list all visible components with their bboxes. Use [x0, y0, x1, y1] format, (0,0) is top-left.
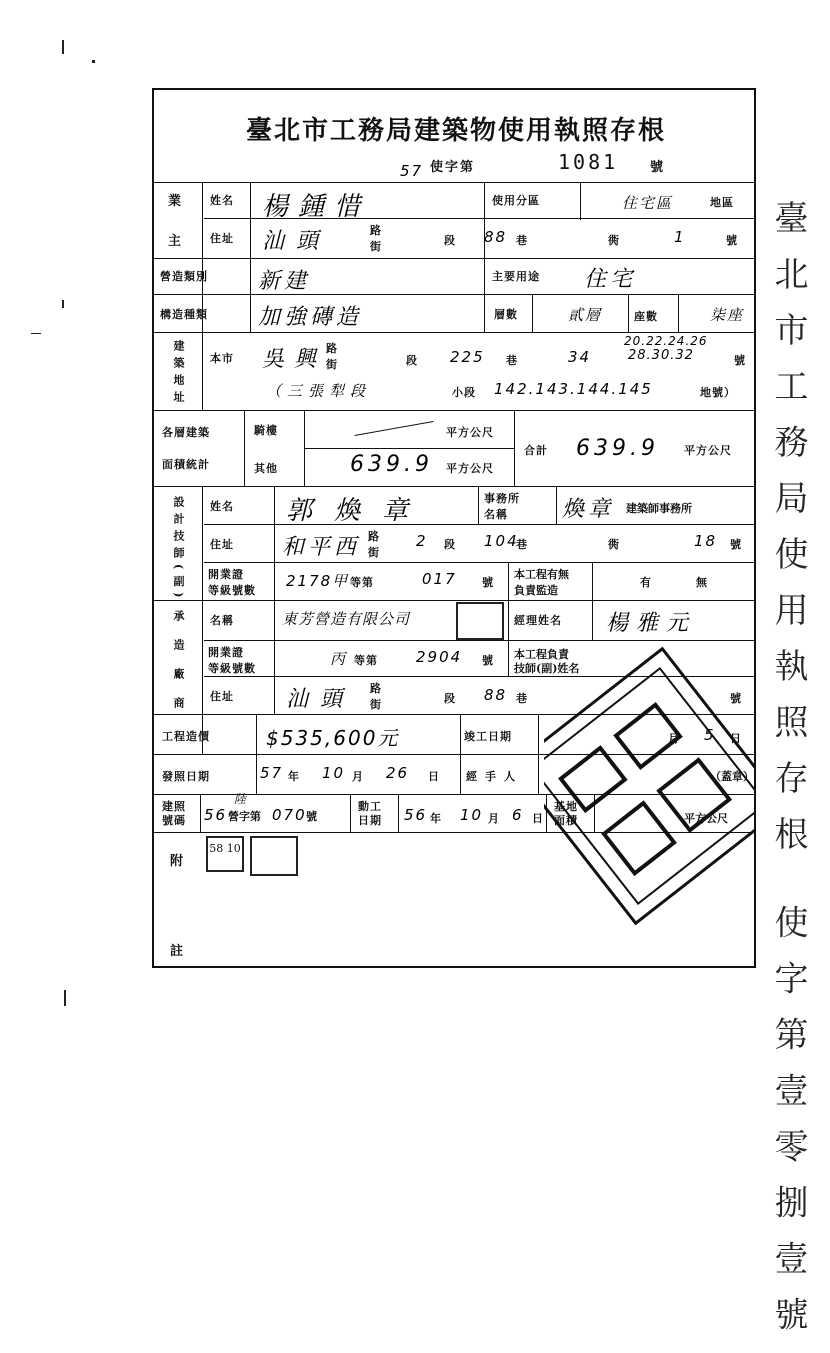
permit-ref-prefix: 營字第	[228, 810, 261, 823]
start-year: 56	[404, 806, 428, 824]
start-day: 6	[512, 806, 524, 824]
rule	[304, 410, 305, 486]
owner-address-label: 住址	[210, 232, 234, 245]
contractor-lane-label: 巷	[516, 692, 528, 705]
owner-address: 汕頭	[262, 229, 331, 254]
owner-label-1: 業	[168, 194, 184, 209]
supervise-label-2: 負責監造	[514, 584, 558, 597]
rule	[250, 182, 251, 258]
rule	[350, 794, 351, 832]
arcade-unit: 平方公尺	[446, 426, 494, 439]
notes-label-bottom: 註	[170, 944, 186, 959]
permit-form	[152, 88, 756, 968]
owner-name: 楊鍾惜	[262, 192, 371, 222]
large-seal-overlay	[544, 606, 754, 966]
permit-ref-label-2: 號碼	[162, 814, 186, 827]
designer-cert-number-label: 號	[482, 576, 494, 589]
start-day-label: 日	[532, 812, 544, 825]
designer-lane-label: 巷	[516, 538, 528, 551]
contractor-number-label: 號	[730, 692, 742, 705]
seal-glyphs	[561, 705, 729, 873]
issue-month-label: 月	[352, 770, 364, 783]
rule	[204, 562, 754, 563]
office-printed: 建築師事務所	[626, 502, 692, 515]
rule	[250, 258, 251, 332]
completion-day-label: 日	[730, 732, 742, 745]
site-numbers-top: 20.22.24.26	[624, 334, 708, 348]
zone-label: 使用分區	[492, 194, 540, 207]
date-stamp: 58 10	[206, 836, 244, 872]
base-label-1: 基地	[554, 800, 578, 813]
zone-suffix: 地區	[710, 196, 734, 209]
issue-day-label: 日	[428, 770, 440, 783]
margin-vertical-text: 臺北市工務局使用執照存根 使字第壹零捌壹號	[768, 200, 808, 1353]
supervise-no: 無	[696, 576, 708, 589]
rule	[508, 600, 509, 676]
handler-label: 經手人	[466, 770, 523, 783]
designer-lane: 104	[484, 532, 519, 550]
issue-year-label: 年	[288, 770, 300, 783]
structure-label: 構造種類	[160, 308, 208, 321]
rule	[304, 448, 514, 449]
designer-section: 2	[416, 532, 428, 550]
notes-label-top: 附	[170, 854, 186, 869]
office-value: 煥章	[562, 497, 615, 522]
rule	[538, 714, 539, 794]
supervise-yes: 有	[640, 576, 652, 589]
site-lots-label: 地號）	[700, 386, 736, 399]
office-label-1: 事務所	[484, 492, 520, 505]
contractor-address-label: 住址	[210, 690, 234, 703]
total-unit: 平方公尺	[684, 444, 732, 457]
rule	[514, 410, 515, 486]
designer-cert: 2178甲	[286, 572, 350, 590]
site-road: 吳興	[262, 347, 327, 372]
rule	[484, 182, 485, 332]
official-seal-stamp	[250, 836, 298, 876]
seal-inner-border	[544, 668, 754, 903]
office-label-2: 名稱	[484, 508, 508, 521]
site-road-label: 路街	[326, 342, 338, 371]
site-city-label: 本市	[210, 352, 234, 365]
rule	[592, 562, 593, 600]
margin-speck	[62, 40, 64, 54]
issue-month: 10	[322, 764, 346, 782]
company-seal-stamp	[456, 602, 504, 640]
start-label-1: 動工	[358, 800, 382, 813]
start-month-label: 月	[488, 812, 500, 825]
structure-value: 加強磚造	[258, 305, 363, 330]
zone-value: 住宅區	[622, 194, 674, 212]
permit-suffix: 號	[650, 160, 666, 175]
rule	[460, 714, 461, 794]
contractor-cert-number: 2904	[416, 648, 463, 666]
rule	[154, 600, 754, 601]
seal-label: （蓋章）	[710, 770, 754, 783]
rule	[154, 294, 754, 295]
rule	[556, 486, 557, 524]
owner-label-2: 主	[168, 234, 184, 249]
other-unit: 平方公尺	[446, 462, 494, 475]
contractor-name-label: 名稱	[210, 614, 234, 627]
issue-label: 發照日期	[162, 770, 210, 783]
site-lane-label: 巷	[506, 354, 518, 367]
rule	[478, 486, 479, 524]
contractor-road-label: 路街	[370, 682, 382, 711]
other-label: 其他	[254, 462, 278, 475]
designer-section-label: 段	[444, 538, 456, 551]
construction-type-label: 營造類別	[160, 270, 208, 283]
manager-name: 楊雅元	[606, 611, 697, 636]
owner-lane-label: 巷	[516, 234, 528, 247]
permit-prefix-handwritten: 57	[400, 162, 424, 180]
contractor-cert-grade-label: 等第	[354, 654, 378, 667]
cost-value: $535,600元	[266, 726, 400, 750]
contractor-cert-label-1: 開業證	[208, 646, 244, 659]
manager-label: 經理姓名	[514, 614, 562, 627]
designer-cert-grade-label: 等第	[350, 576, 374, 589]
floors-label: 層數	[494, 308, 518, 321]
start-month: 10	[460, 806, 484, 824]
site-section-label2: 段	[406, 354, 418, 367]
permit-ref-suffix: 號	[306, 810, 318, 823]
owner-street-label: 衖	[608, 234, 620, 247]
permit-ref-label-1: 建照	[162, 800, 186, 813]
contractor-name: 東芳營造有限公司	[282, 610, 411, 628]
base-label-2: 面積	[554, 814, 578, 827]
rule	[154, 258, 754, 259]
site-landsection: （三張犁段	[266, 382, 372, 400]
permit-ref-year: 56	[204, 806, 228, 824]
designer-street-label: 衖	[608, 538, 620, 551]
units-value: 柒座	[710, 306, 745, 324]
rule	[154, 182, 754, 183]
start-label-2: 日期	[358, 814, 382, 827]
permit-prefix-label: 使字第	[430, 160, 476, 175]
base-unit: 平方公尺	[684, 812, 728, 825]
permit-number: 1081	[558, 150, 619, 174]
construction-type: 新建	[258, 269, 311, 294]
total-value: 639.9	[576, 436, 659, 461]
site-subsection-label: 小段	[452, 386, 476, 399]
margin-speck	[31, 333, 41, 334]
seal-border	[544, 649, 754, 924]
owner-name-label: 姓名	[210, 194, 234, 207]
designer-number: 18	[694, 532, 718, 550]
floors-value: 貳層	[568, 306, 603, 324]
site-numbers: 28.30.32	[628, 348, 694, 363]
purpose-label: 主要用途	[492, 270, 540, 283]
margin-speck	[62, 300, 64, 308]
units-label: 座數	[634, 310, 658, 323]
margin-speck	[64, 990, 66, 1006]
site-lots: 142.143.144.145	[494, 380, 653, 398]
owner-section-label: 段	[444, 234, 456, 247]
site-section-label: 建築地址	[172, 340, 185, 408]
completion-day: 5	[704, 726, 716, 744]
contractor-cert-label-2: 等級號數	[208, 662, 256, 675]
owner-road-label: 路街	[370, 224, 382, 253]
contractor-address: 汕頭	[286, 687, 355, 712]
cost-label: 工程造價	[162, 730, 210, 743]
contractor-lane: 88	[484, 686, 508, 704]
tech-label-2: 技師(副)姓名	[514, 662, 580, 675]
page-title: 臺北市工務局建築物使用執照存根	[245, 116, 666, 146]
rule	[274, 486, 275, 714]
area-label-2: 面積統計	[162, 458, 210, 471]
contractor-section-label: 承造廠商	[172, 610, 185, 726]
designer-road-label: 路街	[368, 530, 380, 559]
rule	[200, 794, 201, 832]
designer-address: 和平西	[282, 535, 361, 560]
designer-cert-label-1: 開業證	[208, 568, 244, 581]
tech-label-1: 本工程負責	[514, 648, 569, 661]
designer-cert-number: 017	[422, 570, 457, 588]
rule	[202, 332, 203, 410]
rule	[398, 794, 399, 832]
contractor-section-label: 段	[444, 692, 456, 705]
rule	[678, 294, 679, 332]
designer-address-label: 住址	[210, 538, 234, 551]
contractor-cert-number-label: 號	[482, 654, 494, 667]
permit-ref-note: 陸	[234, 792, 251, 806]
rule	[154, 332, 754, 333]
rule	[244, 410, 245, 486]
rule	[628, 294, 629, 332]
purpose-value: 住宅	[584, 267, 637, 292]
arcade-label: 騎樓	[254, 424, 278, 437]
arcade-strike	[355, 421, 434, 436]
start-year-label: 年	[430, 812, 442, 825]
rule	[580, 182, 581, 220]
issue-year: 57	[260, 764, 284, 782]
owner-number-label: 號	[726, 234, 738, 247]
margin-speck	[92, 60, 95, 63]
rule	[202, 486, 203, 754]
owner-lane: 88	[484, 228, 508, 246]
designer-cert-label-2: 等級號數	[208, 584, 256, 597]
site-alley: 34	[568, 348, 592, 366]
permit-ref-number: 070	[272, 806, 307, 824]
supervise-label-1: 本工程有無	[514, 568, 569, 581]
rule	[154, 486, 754, 487]
area-label-1: 各層建築	[162, 426, 210, 439]
designer-name: 郭煥章	[286, 496, 431, 526]
issue-day: 26	[386, 764, 410, 782]
contractor-cert: 丙	[330, 650, 348, 668]
completion-month-label: 月	[668, 732, 680, 745]
designer-section-label: 設計技師(副)	[172, 496, 185, 604]
rule	[508, 562, 509, 600]
total-label: 合計	[524, 444, 548, 457]
site-lane: 225	[450, 348, 485, 366]
rule	[256, 714, 257, 794]
designer-name-label: 姓名	[210, 500, 234, 513]
owner-number: 1	[674, 228, 686, 246]
completion-label: 竣工日期	[464, 730, 512, 743]
site-number-label: 號	[734, 354, 746, 367]
designer-number-label: 號	[730, 538, 742, 551]
rule	[532, 294, 533, 332]
other-value: 639.9	[350, 452, 433, 477]
